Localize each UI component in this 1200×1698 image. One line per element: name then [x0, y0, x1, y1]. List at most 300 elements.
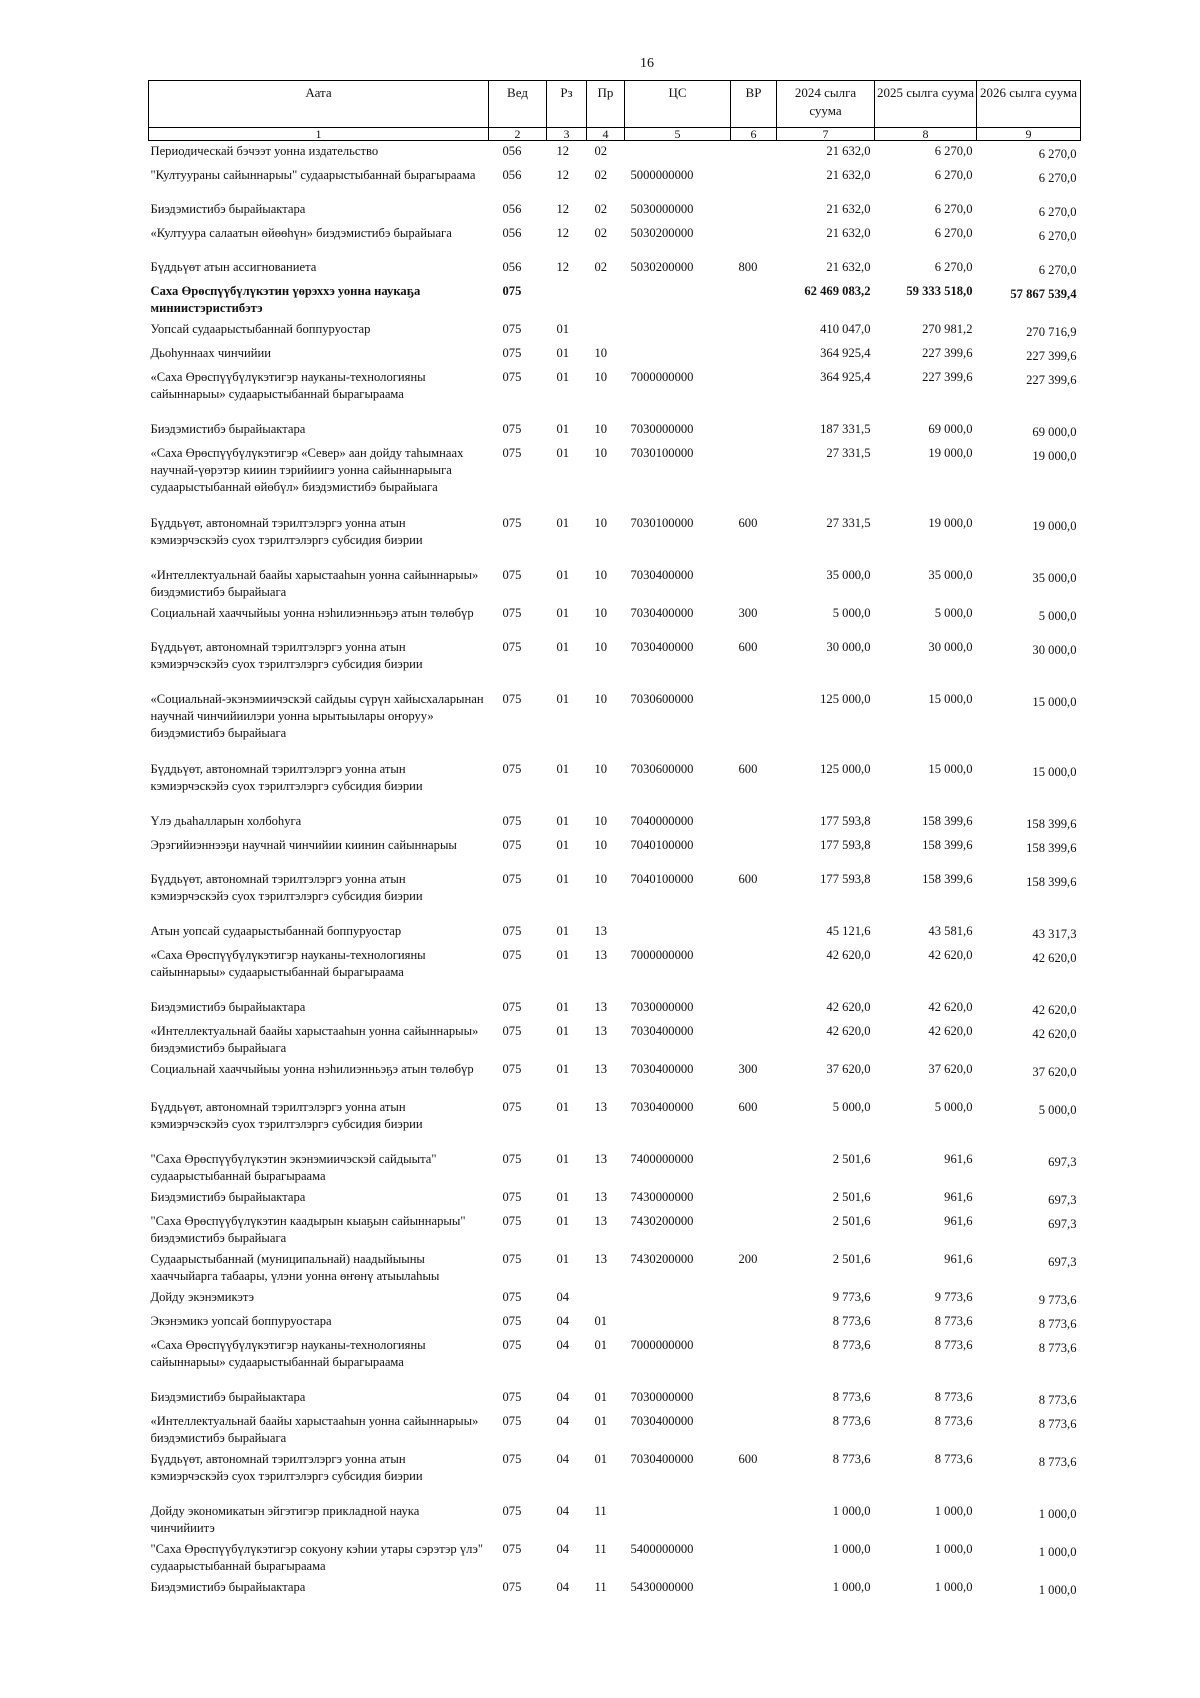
budget-table: [148, 80, 1081, 1601]
row-vr: [731, 997, 777, 1021]
row-cs: [625, 1287, 731, 1311]
row-rz: 01: [556, 346, 570, 360]
row-ved: 075: [502, 1452, 522, 1466]
row-name: Периодическай бэчээт уонна издательство: [150, 144, 379, 158]
row-cs: 5030200000: [630, 226, 694, 240]
row-ved: 056: [502, 260, 522, 274]
row-cs: 7030400000: [630, 1452, 694, 1466]
row-2024: 27 331,5: [826, 446, 871, 460]
row-name: Биэдэмистибэ бырайыактара: [150, 202, 306, 216]
row-2026: 227 399,6: [1026, 373, 1077, 387]
row-cs: 7000000000: [630, 1338, 694, 1352]
row-vr: [731, 367, 777, 419]
row-rz: 12: [556, 260, 570, 274]
row-rz: 04: [556, 1314, 570, 1328]
table-row: [149, 141, 1081, 166]
row-rz: 01: [556, 370, 570, 384]
row-ved: 075: [502, 692, 522, 706]
row-2024: 42 620,0: [826, 1024, 871, 1038]
row-pr: 13: [594, 1024, 608, 1038]
table-row: [149, 1287, 1081, 1311]
table-header: [149, 81, 1081, 141]
table-row: [149, 199, 1081, 223]
row-2025: 6 270,0: [934, 168, 973, 182]
row-name: "Саха Өрөспүүбүлүкэтигэр сокуону кэһии утары сэрэтэр үлэ" судаарыстыбаннай бырагыраама: [150, 1542, 483, 1573]
row-2026: 270 716,9: [1026, 325, 1077, 339]
row-2025: 961,6: [944, 1214, 973, 1228]
header-pr: Пр: [587, 81, 625, 128]
row-2025: 5 000,0: [934, 606, 973, 620]
row-name: Биэдэмистибэ бырайыактара: [150, 422, 306, 436]
row-vr: [731, 1539, 777, 1577]
row-2024: 21 632,0: [826, 144, 871, 158]
row-2024: 8 773,6: [832, 1314, 871, 1328]
row-2025: 8 773,6: [934, 1452, 973, 1466]
header-num-2: 2: [489, 128, 547, 141]
row-pr: 11: [594, 1542, 607, 1556]
row-rz: 04: [556, 1452, 570, 1466]
row-ved: 075: [502, 322, 522, 336]
row-cs: [625, 141, 731, 166]
table-row: [149, 513, 1081, 565]
row-pr: 01: [594, 1452, 608, 1466]
row-ved: 075: [502, 838, 522, 852]
row-2025: 8 773,6: [934, 1390, 973, 1404]
row-name: Биэдэмистибэ бырайыактара: [150, 1580, 306, 1594]
row-ved: 056: [502, 168, 522, 182]
row-pr: 02: [594, 202, 608, 216]
row-pr: 13: [594, 1062, 608, 1076]
row-2024: 42 620,0: [826, 948, 871, 962]
row-pr: 13: [594, 924, 608, 938]
row-2026: 15 000,0: [1032, 695, 1077, 709]
row-2024: 21 632,0: [826, 226, 871, 240]
row-pr: 11: [594, 1504, 607, 1518]
row-2026: 158 399,6: [1026, 817, 1077, 831]
row-cs: 5400000000: [630, 1542, 694, 1556]
row-ved: 075: [502, 762, 522, 776]
row-2025: 961,6: [944, 1190, 973, 1204]
row-rz: 04: [556, 1290, 570, 1304]
row-2025: 6 270,0: [934, 260, 973, 274]
row-ved: 075: [502, 1542, 522, 1556]
row-name: Саха Өрөспүүбүлүкэтин үөрэххэ уонна наукаҕа миниистэристибэтэ: [150, 284, 421, 315]
row-2024: 8 773,6: [832, 1338, 871, 1352]
row-cs: [625, 921, 731, 945]
row-ved: 075: [502, 1580, 522, 1594]
header-num-1: 1: [149, 128, 489, 141]
row-2024: 62 469 083,2: [804, 284, 871, 298]
row-vr: [731, 1021, 777, 1059]
row-vr: 600: [738, 640, 758, 654]
row-vr: [731, 945, 777, 997]
row-name: Бүддьүөт, автономнай тэрилтэлэргэ уонна атын кэмиэрчэскэйэ суох тэрилтэлэргэ субсидия биэрии: [150, 1100, 423, 1131]
row-vr: [731, 835, 777, 869]
row-vr: [731, 689, 777, 759]
row-vr: [731, 1387, 777, 1411]
header-rz: Рз: [547, 81, 587, 128]
header-num-8: 8: [875, 128, 977, 141]
row-pr: 10: [594, 516, 608, 530]
row-cs: [625, 1501, 731, 1539]
header-num-4: 4: [587, 128, 625, 141]
row-rz: 04: [556, 1414, 570, 1428]
row-2025: 8 773,6: [934, 1414, 973, 1428]
header-2024: 2024 сылга суума: [777, 81, 875, 128]
header-num-7: 7: [777, 128, 875, 141]
row-2025: 15 000,0: [928, 692, 973, 706]
row-vr: [731, 281, 777, 319]
row-2024: 125 000,0: [820, 762, 871, 776]
row-vr: [731, 1211, 777, 1249]
row-pr: [587, 281, 625, 319]
row-2026: 6 270,0: [1038, 171, 1077, 185]
row-ved: 075: [502, 924, 522, 938]
row-2026: 227 399,6: [1026, 349, 1077, 363]
row-name: «Саха Өрөспүүбүлүкэтигэр науканы-технологияны сайыннарыы» судаарыстыбаннай бырагыраама: [150, 370, 426, 401]
row-cs: 7040100000: [630, 872, 694, 886]
row-vr: [731, 1149, 777, 1187]
row-pr: 13: [594, 1100, 608, 1114]
row-cs: 7030400000: [630, 1414, 694, 1428]
row-cs: [625, 319, 731, 343]
row-name: Биэдэмистибэ бырайыактара: [150, 1000, 306, 1014]
row-name: Бүддьүөт, автономнай тэрилтэлэргэ уонна атын кэмиэрчэскэйэ суох тэрилтэлэргэ субсидия биэрии: [150, 516, 423, 547]
row-vr: 600: [738, 1100, 758, 1114]
row-name: «Интеллектуальнай баайы харыстааһын уонна сайыннарыы» биэдэмистибэ бырайыага: [150, 568, 479, 599]
row-pr: 02: [594, 226, 608, 240]
table-row: [149, 1211, 1081, 1249]
row-2026: 8 773,6: [1038, 1317, 1077, 1331]
row-name: "Саха Өрөспүүбүлүкэтин экэнэмиичэскэй сайдыыта" судаарыстыбаннай бырагыраама: [150, 1152, 437, 1183]
table-row: [149, 603, 1081, 637]
row-2025: 9 773,6: [934, 1290, 973, 1304]
row-pr: 01: [594, 1314, 608, 1328]
row-2026: 42 620,0: [1032, 1003, 1077, 1017]
row-cs: 7030000000: [630, 1390, 694, 1404]
row-cs: [625, 281, 731, 319]
row-ved: 075: [502, 284, 522, 298]
row-pr: [587, 319, 625, 343]
row-2026: 1 000,0: [1038, 1583, 1077, 1597]
row-2024: 8 773,6: [832, 1390, 871, 1404]
row-rz: 01: [556, 1062, 570, 1076]
table-row: [149, 1021, 1081, 1059]
row-2026: 158 399,6: [1026, 841, 1077, 855]
row-rz: 01: [556, 1190, 570, 1204]
row-pr: 13: [594, 1214, 608, 1228]
row-2024: 21 632,0: [826, 260, 871, 274]
header-vr: ВР: [731, 81, 777, 128]
table-row: [149, 281, 1081, 319]
row-2026: 57 867 539,4: [1010, 287, 1077, 301]
row-name: Уопсай судаарыстыбаннай боппуруостар: [150, 322, 371, 336]
row-pr: 01: [594, 1390, 608, 1404]
row-name: Социальнай хааччыйыы уонна нэһилиэнньэҕэ атын төлөбүр: [150, 1062, 474, 1076]
row-pr: 11: [594, 1580, 607, 1594]
row-2026: 697,3: [1048, 1255, 1077, 1269]
row-rz: 01: [556, 924, 570, 938]
row-2026: 15 000,0: [1032, 765, 1077, 779]
row-rz: 04: [556, 1338, 570, 1352]
row-ved: 075: [502, 640, 522, 654]
row-vr: [731, 419, 777, 443]
row-cs: 7040000000: [630, 814, 694, 828]
row-ved: 075: [502, 606, 522, 620]
row-ved: 075: [502, 370, 522, 384]
table-row: [149, 367, 1081, 419]
row-pr: 13: [594, 948, 608, 962]
header-num-6: 6: [731, 128, 777, 141]
row-vr: [731, 1501, 777, 1539]
row-vr: [731, 1187, 777, 1211]
table-row: [149, 1577, 1081, 1601]
row-ved: 075: [502, 1414, 522, 1428]
row-pr: 13: [594, 1190, 608, 1204]
table-row: [149, 1097, 1081, 1149]
table-row: [149, 1059, 1081, 1097]
row-pr: 10: [594, 446, 608, 460]
row-2024: 177 593,8: [820, 838, 871, 852]
table-row: [149, 759, 1081, 811]
row-rz: 01: [556, 640, 570, 654]
page-number: 16: [640, 56, 654, 71]
row-ved: 075: [502, 422, 522, 436]
row-cs: 5030000000: [630, 202, 694, 216]
row-rz: 01: [556, 1214, 570, 1228]
header-num-3: 3: [547, 128, 587, 141]
row-2026: 69 000,0: [1032, 425, 1077, 439]
row-2024: 21 632,0: [826, 168, 871, 182]
row-2024: 35 000,0: [826, 568, 871, 582]
row-cs: 7400000000: [630, 1152, 694, 1166]
row-vr: [731, 1335, 777, 1387]
row-2024: 410 047,0: [820, 322, 871, 336]
row-ved: 075: [502, 1214, 522, 1228]
row-2024: 2 501,6: [832, 1152, 871, 1166]
row-2026: 19 000,0: [1032, 519, 1077, 533]
row-name: Дойду экэнэмикэтэ: [150, 1290, 255, 1304]
row-rz: 01: [556, 568, 570, 582]
row-2024: 8 773,6: [832, 1452, 871, 1466]
row-rz: 01: [556, 948, 570, 962]
row-2025: 6 270,0: [934, 202, 973, 216]
row-vr: [731, 921, 777, 945]
header-2026: 2026 сылга суума: [977, 81, 1081, 128]
row-2025: 1 000,0: [934, 1504, 973, 1518]
row-2025: 19 000,0: [928, 446, 973, 460]
row-rz: [547, 281, 587, 319]
row-rz: 04: [556, 1504, 570, 1518]
row-name: Биэдэмистибэ бырайыактара: [150, 1390, 306, 1404]
row-pr: 10: [594, 606, 608, 620]
row-cs: 7430200000: [630, 1214, 694, 1228]
row-pr: 02: [594, 168, 608, 182]
row-ved: 075: [502, 1000, 522, 1014]
row-cs: 7430200000: [630, 1252, 694, 1266]
row-ved: 075: [502, 1314, 522, 1328]
table-row: [149, 835, 1081, 869]
row-ved: 056: [502, 226, 522, 240]
row-2025: 227 399,6: [922, 346, 973, 360]
row-2026: 5 000,0: [1038, 609, 1077, 623]
row-ved: 075: [502, 1390, 522, 1404]
row-name: Биэдэмистибэ бырайыактара: [150, 1190, 306, 1204]
row-ved: 075: [502, 1338, 522, 1352]
table-row: [149, 343, 1081, 367]
table-row: [149, 1411, 1081, 1449]
row-rz: 01: [556, 516, 570, 530]
row-pr: 10: [594, 762, 608, 776]
row-2026: 42 620,0: [1032, 951, 1077, 965]
table-row: [149, 811, 1081, 835]
table-row: [149, 997, 1081, 1021]
row-2025: 5 000,0: [934, 1100, 973, 1114]
table-row: [149, 1501, 1081, 1539]
row-name: «Интеллектуальнай баайы харыстааһын уонна сайыннарыы» биэдэмистибэ бырайыага: [150, 1414, 479, 1445]
row-2025: 42 620,0: [928, 1024, 973, 1038]
row-2025: 158 399,6: [922, 814, 973, 828]
row-ved: 075: [502, 1100, 522, 1114]
table-row: [149, 1539, 1081, 1577]
row-rz: 01: [556, 872, 570, 886]
row-rz: 01: [556, 1252, 570, 1266]
row-2025: 961,6: [944, 1252, 973, 1266]
row-rz: 01: [556, 838, 570, 852]
row-2024: 1 000,0: [832, 1580, 871, 1594]
row-cs: [625, 343, 731, 367]
row-2026: 697,3: [1048, 1155, 1077, 1169]
row-rz: 12: [556, 168, 570, 182]
row-2024: 8 773,6: [832, 1414, 871, 1428]
row-name: Бүддьүөт атын ассигнованиета: [150, 260, 317, 274]
row-pr: 10: [594, 692, 608, 706]
row-2025: 30 000,0: [928, 640, 973, 654]
header-cs: ЦС: [625, 81, 731, 128]
row-name: Дойду экономикатын эйгэтигэр прикладной наука чинчийиитэ: [150, 1504, 420, 1535]
row-cs: 7030000000: [630, 1000, 694, 1014]
row-2024: 187 331,5: [820, 422, 871, 436]
row-vr: 300: [738, 1062, 758, 1076]
row-cs: 7030400000: [630, 606, 694, 620]
table-row: [149, 689, 1081, 759]
row-2026: 697,3: [1048, 1217, 1077, 1231]
row-2026: 9 773,6: [1038, 1293, 1077, 1307]
row-rz: 04: [556, 1542, 570, 1556]
row-vr: [731, 811, 777, 835]
row-name: «Култуура салаатын өйөөһүн» биэдэмистибэ бырайыага: [150, 226, 452, 240]
row-2025: 69 000,0: [928, 422, 973, 436]
row-pr: 13: [594, 1000, 608, 1014]
row-rz: 12: [556, 144, 570, 158]
row-cs: 7030600000: [630, 762, 694, 776]
row-cs: 7030100000: [630, 516, 694, 530]
row-2025: 15 000,0: [928, 762, 973, 776]
row-name: «Саха Өрөспүүбүлүкэтигэр «Север» аан дойду таһымнаах научнай-үөрэтэр кииин тэрийиигэ уонна сайыннарыыга судаарыстыбаннай өйөбүл» биэдэмистибэ бырайыага: [150, 446, 464, 494]
header-2025: 2025 сылга суума: [875, 81, 977, 128]
row-vr: 800: [738, 260, 758, 274]
table-row: [149, 165, 1081, 199]
row-ved: 075: [502, 1152, 522, 1166]
row-cs: 7000000000: [630, 948, 694, 962]
row-2024: 364 925,4: [820, 370, 871, 384]
row-pr: 10: [594, 568, 608, 582]
row-ved: 056: [502, 202, 522, 216]
row-pr: 10: [594, 872, 608, 886]
row-name: Бүддьүөт, автономнай тэрилтэлэргэ уонна атын кэмиэрчэскэйэ суох тэрилтэлэргэ субсидия биэрии: [150, 640, 423, 671]
header-num-9: 9: [977, 128, 1081, 141]
row-pr: [587, 1287, 625, 1311]
row-2024: 2 501,6: [832, 1190, 871, 1204]
row-2026: 8 773,6: [1038, 1341, 1077, 1355]
table-row: [149, 223, 1081, 257]
row-2024: 30 000,0: [826, 640, 871, 654]
row-vr: [731, 443, 777, 513]
row-2025: 1 000,0: [934, 1580, 973, 1594]
row-2025: 1 000,0: [934, 1542, 973, 1556]
row-2024: 125 000,0: [820, 692, 871, 706]
row-rz: 01: [556, 1024, 570, 1038]
row-2024: 37 620,0: [826, 1062, 871, 1076]
row-ved: 075: [502, 568, 522, 582]
row-name: Атын уопсай судаарыстыбаннай боппуруостар: [150, 924, 402, 938]
row-2025: 43 581,6: [928, 924, 973, 938]
table-row: [149, 921, 1081, 945]
row-2025: 19 000,0: [928, 516, 973, 530]
row-cs: 7030600000: [630, 692, 694, 706]
row-cs: 7040100000: [630, 838, 694, 852]
row-name: Бүддьүөт, автономнай тэрилтэлэргэ уонна атын кэмиэрчэскэйэ суох тэрилтэлэргэ субсидия биэрии: [150, 762, 423, 793]
row-rz: 04: [556, 1580, 570, 1594]
row-2024: 177 593,8: [820, 814, 871, 828]
row-2026: 158 399,6: [1026, 875, 1077, 889]
row-rz: 01: [556, 422, 570, 436]
row-cs: 7030400000: [630, 1024, 694, 1038]
row-2025: 158 399,6: [922, 872, 973, 886]
row-rz: 01: [556, 446, 570, 460]
row-2025: 961,6: [944, 1152, 973, 1166]
row-2026: 8 773,6: [1038, 1393, 1077, 1407]
row-cs: [625, 1311, 731, 1335]
row-2024: 27 331,5: [826, 516, 871, 530]
row-rz: 12: [556, 226, 570, 240]
row-name: Экэнэмикэ уопсай боппуруостара: [150, 1314, 332, 1328]
row-rz: 01: [556, 1100, 570, 1114]
row-ved: 075: [502, 1024, 522, 1038]
row-vr: [731, 223, 777, 257]
row-pr: 13: [594, 1252, 608, 1266]
row-2024: 364 925,4: [820, 346, 871, 360]
row-cs: 7030000000: [630, 422, 694, 436]
table-body: [149, 141, 1081, 1602]
table-row: [149, 1311, 1081, 1335]
row-pr: 01: [594, 1414, 608, 1428]
header-ved: Вед: [489, 81, 547, 128]
row-cs: 7030400000: [630, 640, 694, 654]
row-cs: 7030400000: [630, 1062, 694, 1076]
row-2026: 19 000,0: [1032, 449, 1077, 463]
row-name: Судаарыстыбаннай (муниципальнай) наадыйыыны хааччыйарга табаары, үлэни уонна өҥөнү атыылаһыы: [150, 1252, 440, 1283]
row-pr: 10: [594, 422, 608, 436]
row-cs: 7000000000: [630, 370, 694, 384]
row-cs: 7030400000: [630, 1100, 694, 1114]
row-2024: 177 593,8: [820, 872, 871, 886]
row-pr: 01: [594, 1338, 608, 1352]
row-2026: 8 773,6: [1038, 1455, 1077, 1469]
row-rz: 01: [556, 762, 570, 776]
row-name: "Саха Өрөспүүбүлүкэтин каадырын кыаҕын сайыннарыы" биэдэмистибэ бырайыага: [150, 1214, 466, 1245]
row-cs: 7030100000: [630, 446, 694, 460]
